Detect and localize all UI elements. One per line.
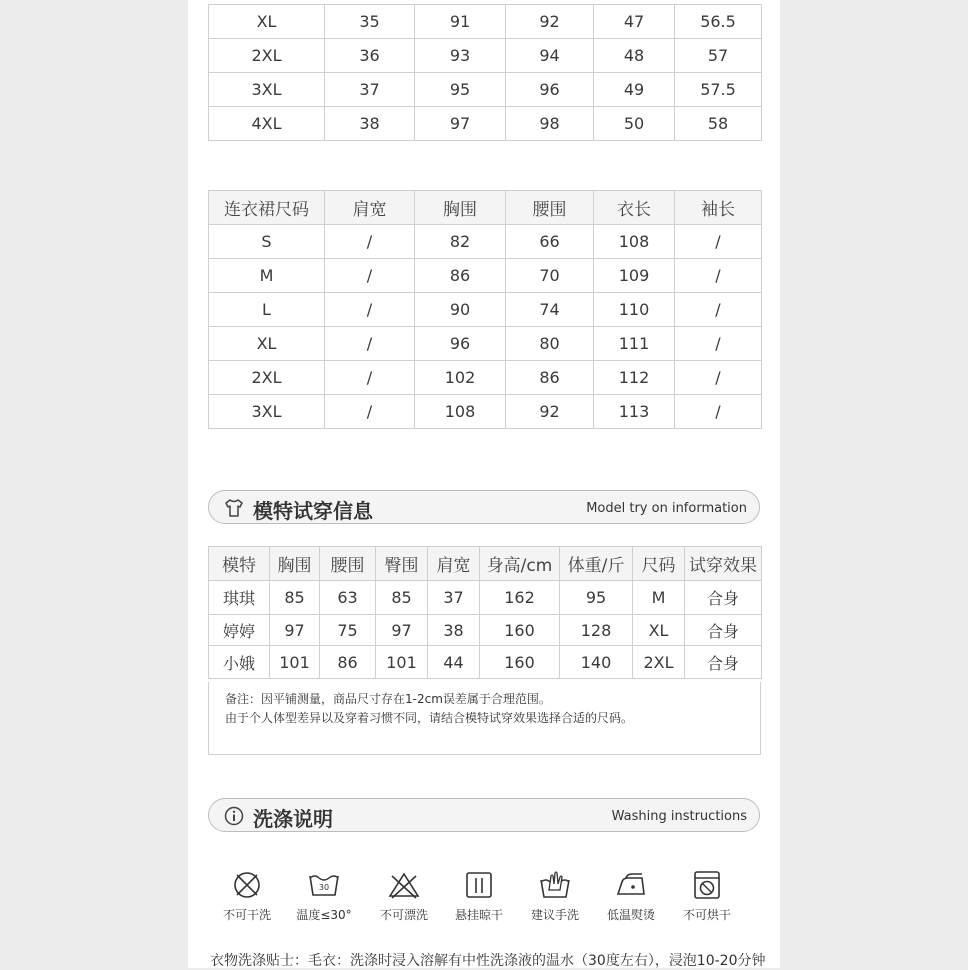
wash-label: 不可漂洗 (379, 908, 428, 922)
table-header-row (209, 191, 762, 225)
table-header-row (209, 547, 762, 581)
column-header: 模特 (209, 547, 270, 581)
table-cell: 2XL (209, 39, 325, 73)
table-cell: 95 (415, 73, 506, 107)
table-cell: 96 (506, 73, 594, 107)
wash-label: 不可烘干 (682, 908, 731, 922)
table-cell: 162 (480, 581, 560, 615)
table-cell: 3XL (209, 73, 325, 107)
wash-label: 悬挂晾干 (454, 908, 503, 922)
table-cell: / (675, 259, 762, 293)
wash-item (214, 868, 280, 923)
no-dry-clean-icon (230, 868, 264, 902)
wash-item (291, 868, 357, 923)
table-cell: / (325, 361, 415, 395)
table-cell: / (675, 225, 762, 259)
table-cell: XL (209, 5, 325, 39)
table-cell: 合身 (685, 646, 762, 679)
table-cell: 2XL (633, 646, 685, 679)
note-line: 备注：因平铺测量，商品尺寸存在1-2cm误差属于合理范围。 (225, 692, 551, 706)
table-cell: 70 (506, 259, 594, 293)
table-row (209, 327, 762, 361)
table-row (209, 361, 762, 395)
table-cell: 86 (506, 361, 594, 395)
table-cell: 合身 (685, 581, 762, 615)
table-cell: 140 (560, 646, 633, 679)
table-cell: / (325, 293, 415, 327)
table-cell: 80 (506, 327, 594, 361)
table-cell: 37 (325, 73, 415, 107)
table-row (209, 107, 762, 141)
table-cell: 37 (428, 581, 480, 615)
table-row (209, 73, 762, 107)
table-cell: 110 (594, 293, 675, 327)
wash-section-header (208, 798, 760, 832)
table-cell: S (209, 225, 325, 259)
table-cell: XL (209, 327, 325, 361)
table-cell: / (675, 395, 762, 429)
table-row (209, 39, 762, 73)
column-header: 衣长 (594, 191, 675, 225)
wash-label: 低温熨烫 (606, 908, 655, 922)
table-cell: 86 (320, 646, 376, 679)
table-cell: 85 (376, 581, 428, 615)
table-row (209, 395, 762, 429)
table-cell: 95 (560, 581, 633, 615)
wash-30-icon (307, 868, 341, 902)
model-section-header (208, 490, 760, 524)
no-bleach-icon (387, 868, 421, 902)
table-cell: 112 (594, 361, 675, 395)
table-cell: 108 (594, 225, 675, 259)
table-cell: XL (633, 615, 685, 646)
table-cell: 3XL (209, 395, 325, 429)
table-cell: 63 (320, 581, 376, 615)
table-cell: 婷婷 (209, 615, 270, 646)
table-cell: 35 (325, 5, 415, 39)
low-iron-icon (614, 868, 648, 902)
table-cell: / (675, 361, 762, 395)
table-cell: / (675, 293, 762, 327)
note-line: 由于个人体型差异以及穿着习惯不同，请结合模特试穿效果选择合适的尺码。 (225, 711, 634, 725)
table-cell: 97 (415, 107, 506, 141)
section-subtitle: Washing instructions (611, 809, 747, 824)
table-cell: 90 (415, 293, 506, 327)
table-cell: 98 (506, 107, 594, 141)
table-cell: 91 (415, 5, 506, 39)
column-header: 腰围 (320, 547, 376, 581)
wash-label: 不可干洗 (222, 908, 271, 922)
table-cell: / (325, 327, 415, 361)
model-table (208, 546, 762, 679)
table-cell: 93 (415, 39, 506, 73)
table-cell: 101 (270, 646, 320, 679)
table-cell: 97 (376, 615, 428, 646)
info-icon (223, 805, 245, 827)
column-header: 胸围 (415, 191, 506, 225)
column-header: 肩宽 (325, 191, 415, 225)
table-cell: 94 (506, 39, 594, 73)
table-cell: 44 (428, 646, 480, 679)
section-title: 洗涤说明 (253, 807, 333, 831)
column-header: 体重/斤 (560, 547, 633, 581)
table-cell: 82 (415, 225, 506, 259)
wash-item (446, 868, 512, 923)
table-row (209, 259, 762, 293)
table-cell: 38 (325, 107, 415, 141)
table-cell: / (325, 259, 415, 293)
table-row (209, 293, 762, 327)
table-cell: 57 (675, 39, 762, 73)
table-cell: 合身 (685, 615, 762, 646)
table-row (209, 5, 762, 39)
section-subtitle: Model try on information (586, 501, 747, 516)
table-cell: M (209, 259, 325, 293)
wash-tip-text: 衣物洗涤贴士：毛衣：洗涤时浸入溶解有中性洗涤液的温水（30度左右），浸泡10-20分钟 (210, 953, 766, 969)
hand-wash-icon (538, 868, 572, 902)
section-title: 模特试穿信息 (253, 499, 373, 523)
table-cell: / (325, 395, 415, 429)
table-cell: 85 (270, 581, 320, 615)
table-cell: 97 (270, 615, 320, 646)
table-cell: 86 (415, 259, 506, 293)
table-cell: 108 (415, 395, 506, 429)
table-cell: 58 (675, 107, 762, 141)
table-cell: 琪琪 (209, 581, 270, 615)
wash-label: 建议手洗 (530, 908, 579, 922)
table-cell: / (675, 327, 762, 361)
table-cell: 38 (428, 615, 480, 646)
table-cell: 2XL (209, 361, 325, 395)
table-cell: 47 (594, 5, 675, 39)
column-header: 臀围 (376, 547, 428, 581)
wash-icons-row (214, 868, 754, 928)
wash-item (598, 868, 664, 923)
wash-item (522, 868, 588, 923)
wash-label: 温度≤30° (296, 908, 352, 922)
column-header: 肩宽 (428, 547, 480, 581)
no-tumble-dry-icon (690, 868, 724, 902)
table-row (209, 615, 762, 646)
table-cell: 74 (506, 293, 594, 327)
table-cell: 75 (320, 615, 376, 646)
wash-item (371, 868, 437, 923)
table-cell: 小娥 (209, 646, 270, 679)
column-header: 尺码 (633, 547, 685, 581)
table-row (209, 581, 762, 615)
top-size-table (208, 4, 762, 141)
column-header: 袖长 (675, 191, 762, 225)
shirt-icon (223, 497, 245, 519)
table-cell: 48 (594, 39, 675, 73)
table-cell: L (209, 293, 325, 327)
table-cell: 92 (506, 395, 594, 429)
column-header: 试穿效果 (685, 547, 762, 581)
wash-item (674, 868, 740, 923)
table-cell: 36 (325, 39, 415, 73)
table-cell: 113 (594, 395, 675, 429)
table-cell: 109 (594, 259, 675, 293)
column-header: 胸围 (270, 547, 320, 581)
table-cell: 128 (560, 615, 633, 646)
table-cell: 66 (506, 225, 594, 259)
table-cell: 49 (594, 73, 675, 107)
table-cell: 92 (506, 5, 594, 39)
table-cell: 160 (480, 615, 560, 646)
dress-size-table (208, 190, 762, 429)
table-cell: 50 (594, 107, 675, 141)
column-header: 身高/cm (480, 547, 560, 581)
table-cell: 160 (480, 646, 560, 679)
table-row (209, 225, 762, 259)
table-cell: 102 (415, 361, 506, 395)
wash-temp: 30 (318, 883, 330, 892)
table-cell: 101 (376, 646, 428, 679)
table-cell: 96 (415, 327, 506, 361)
table-cell: 111 (594, 327, 675, 361)
hang-dry-icon (462, 868, 496, 902)
table-cell: 57.5 (675, 73, 762, 107)
table-cell: 4XL (209, 107, 325, 141)
notes-box (208, 682, 761, 755)
table-cell: 56.5 (675, 5, 762, 39)
table-row (209, 646, 762, 679)
column-header: 连衣裙尺码 (209, 191, 325, 225)
table-cell: / (325, 225, 415, 259)
column-header: 腰围 (506, 191, 594, 225)
table-cell: M (633, 581, 685, 615)
